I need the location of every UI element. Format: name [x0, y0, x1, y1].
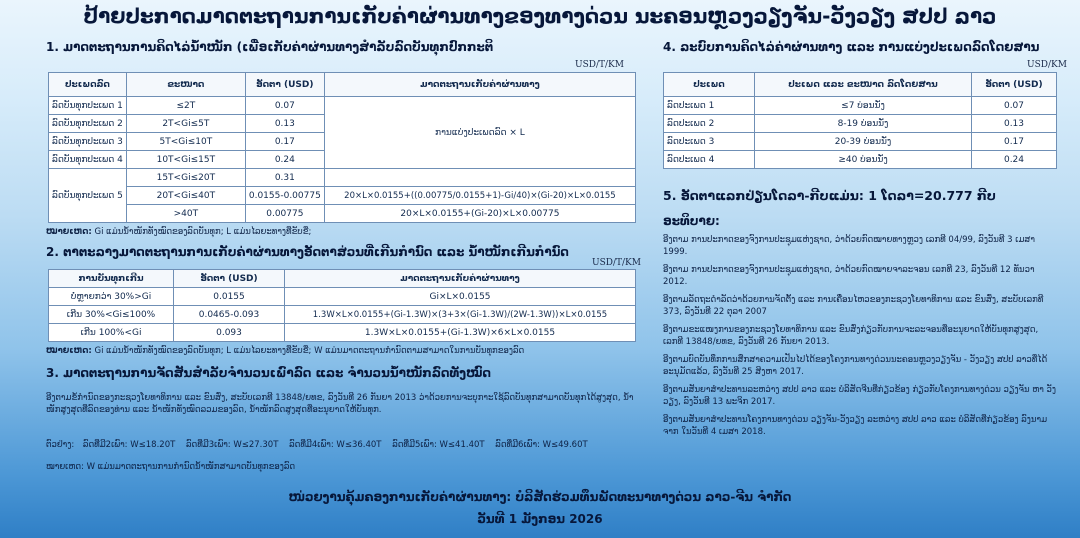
cell-rate: 0.0465-0.093: [174, 306, 285, 324]
cell-size: 10T<Gi≤15T: [126, 151, 245, 169]
explanation-heading: ອະທິບາຍ:: [663, 214, 720, 228]
cell-standard: 1.3W×L×0.0155+(Gi-1.3W)×(3+3×(Gi-1.3W)/(2W-1.3W))×L×0.0155: [285, 306, 636, 324]
overload-table: [48, 269, 636, 342]
col-header-type: ປະເພດລົດ: [49, 73, 127, 97]
cell-rate: 0.13: [972, 115, 1057, 133]
axle-example: ລົດທີ່ມີ4ເພົາ: W≤36.40T: [289, 440, 382, 450]
table-row: [49, 97, 636, 115]
table-row: [664, 151, 1057, 169]
section-3-paragraph: ອີງຕາມຂໍ້ກຳນົດຂອງກະຊວງໂຍທາທິການ ແລະ ຂົນສົ່ງ, ສະບັບເລກທີ 13848/ຍທຂ, ລົງວັນທີ 26 ກັນຍາ 2013 ວ່າດ້ວຍການຈະບຸກາະໃຊ້ລົດບັນທຸກສາມາດບັນທຸກໄດ້ສູງສຸດ, ນ້ຳໜັກສູງສຸດທີ່ລົດຂອງທ່ານ ແລະ ນ້ຳໜັກທັງໝົດລວມຂອງລົດ, ນ້ຳໜັກລົດສູງສຸດທີ່ອະນຸຍາດໃຫ້ບັນທຸກ.: [46, 393, 634, 415]
passenger-vehicle-table: [663, 72, 1057, 169]
col-header-standard: ມາດຕະຖານເກັບຄ່າຜ່ານທາງ: [324, 73, 635, 97]
table-row: [664, 97, 1057, 115]
cell-load: ເກີນ 100%<Gi: [49, 324, 174, 342]
cell-size: 15T<Gi≤20T: [126, 169, 245, 187]
cell-rate: 0.07: [245, 97, 324, 115]
footer-date: ວັນທີ 1 ມັງກອນ 2026: [477, 512, 603, 526]
axle-example: ລົດທີ່ມີ5ເພົາ: W≤41.40T: [392, 440, 485, 450]
footer-authority: ໜ່ວຍງານຄຸ້ມຄອງການເກັບຄ່າຜ່ານທາງ: ບໍລິສັດຮ່ວມທຶນພັດທະນາທາງດ່ວນ ລາວ-ຈີນ ຈຳກັດ: [288, 490, 792, 504]
cell-standard: 20×L×0.0155+(Gi-20)×L×0.00775: [324, 205, 635, 223]
cell-size: 5T<Gi≤10T: [126, 133, 245, 151]
cell-type: ລົດບັນທຸກປະເພດ 1: [49, 97, 127, 115]
col-header-rate: ອັດຕາ (USD): [972, 73, 1057, 97]
cell-size: >40T: [126, 205, 245, 223]
table-row: [49, 205, 636, 223]
cell-rate: 0.00775: [245, 205, 324, 223]
cell-rate: 0.24: [972, 151, 1057, 169]
section-2-heading: 2. ຕາຕະລາງມາດຕະຖານການເກັບຄ່າຜ່ານທາງອັດຕາສ່ວນທີ່ເກີນກຳນົດ ແລະ ນ້ຳໜັກເກີນກຳນົດ: [46, 245, 569, 259]
cell-standard: Gi×L×0.0155: [285, 288, 636, 306]
cell-rate: 0.0155: [174, 288, 285, 306]
cell-type: ລົດປະເພດ 4: [664, 151, 755, 169]
note-text: Gi ແມ່ນນ້ຳໜັກທັງໝົດຂອງລົດບັນທຸກ; L ແມ່ນໄລຍະທາງທີ່ຂັບຂີ່;: [94, 227, 312, 237]
explanation-item: ອີງຕາມ ການປະກາດຂອງຈົງການປະຊຸມແຫ່ງຊາດ, ວ່າດ້ວຍກົດໝາຍຈາລະຈອນ ເລກທີ 23, ລົງວັນທີ 12 ທັນວາ 2012.: [663, 265, 1035, 287]
cell-type: ລົດບັນທຸກປະເພດ 2: [49, 115, 127, 133]
cell-rate: 0.13: [245, 115, 324, 133]
col-header-rate: ອັດຕາ (USD): [174, 270, 285, 288]
cell-size: ≤2T: [126, 97, 245, 115]
axle-example: ລົດທີ່ມີ3ເພົາ: W≤27.30T: [186, 440, 279, 450]
note-text: Gi ແມ່ນນ້ຳໜັກທັງໝົດຂອງລົດບັນທຸກ; L ແມ່ນໄລຍະທາງທີ່ຂັບຂີ່; W ແມ່ນມາດຕະຖານກຳນົດຕາມສາມາດໃນການບັນທຸກຂອງລົດ: [94, 346, 525, 356]
cell-load: ເກີນ 30%<Gi≤100%: [49, 306, 174, 324]
axle-example: ລົດທີ່ມີ2ເພົາ: W≤18.20T: [82, 440, 176, 450]
section-1-heading: 1. ມາດຕະຖານການຄິດໄລ່ນ້ຳໜັກ (ເພື່ອເກັບຄ່າຜ່ານທາງສຳລັບລົດບັນທຸກປົກກະຕິ: [46, 40, 494, 54]
cell-rate: 0.07: [972, 97, 1057, 115]
cell-size: 20T<Gi≤40T: [126, 187, 245, 205]
col-header-size: ຂະໜາດ: [126, 73, 245, 97]
cell-size: 20-39 ບ່ອນນັ່ງ: [755, 133, 972, 151]
cell-type: ລົດບັນທຸກປະເພດ 4: [49, 151, 127, 169]
explanation-item: ອີງຕາມ ການປະກາດຂອງຈົງການປະຊຸມແຫ່ງຊາດ, ວ່າດ້ວຍກົດໝາຍທາງຫຼວງ ເລກທີ 04/99, ລົງວັນທີ 3 ເມສາ 1999.: [663, 235, 1035, 257]
cell-type: ລົດບັນທຸກປະເພດ 5: [49, 169, 127, 223]
explanation-item: ອີງຕາມບົດບັນທຶກການສຶກສາຄວາມເປັນໄປໄດ້ຂອງໂຄງການທາງດ່ວນນະຄອນຫຼວງວຽງຈັນ - ວັງວຽງ ສປປ ລາວທີ່ໄດ້ ອະນຸມັດແລ້ວ, ລົງວັນທີ 25 ສິງຫາ 2017.: [663, 355, 1048, 377]
cell-rate: 0.0155-0.00775: [245, 187, 324, 205]
explanation-item: ອີງຕາມສັນຍາສຳປະທານລະຫວ່າງ ສປປ ລາວ ແລະ ບໍລິສັດຈີນທີ່ກ່ຽວຂ້ອງ ກ່ຽວກັບໂຄງການທາງດ່ວນ ວຽງຈັນ ຫາ ວັງວຽງ, ລົງວັນທີ 13 ພະຈິກ 2017.: [663, 385, 1057, 407]
explanation-item: ອີງຕາມສັນຍາສຳປະທານໂຄງການທາງດ່ວນ ວຽງຈັນ-ວັງວຽງ ລະຫວ່າງ ສປປ ລາວ ແລະ ບໍລິສັດທີ່ກ່ຽວຂ້ອງ ລົງນາມ ຈາກ ໃນວັນທີ 4 ເມສາ 2018.: [663, 415, 1048, 437]
table-row: [49, 306, 636, 324]
section-4-heading: 4. ລະບົບການຄິດໄລ່ຄ່າຜ່ານທາງ ແລະ ການແບ່ງປະເພດລົດໂດຍສານ: [663, 40, 1040, 54]
cell-type: ລົດປະເພດ 1: [664, 97, 755, 115]
axle-examples: [46, 440, 588, 450]
cell-rate: 0.31: [245, 169, 324, 187]
table-row: [49, 169, 636, 187]
example-label: ຕົວຢ່າງ:: [46, 440, 75, 450]
section-2-unit: USD/T/KM: [592, 258, 641, 268]
cell-size: 8-19 ບ່ອນນັ່ງ: [755, 115, 972, 133]
page-title: ປ້າຍປະກາດມາດຕະຖານການເກັບຄ່າຜ່ານທາງຂອງທາງດ່ວນ ນະຄອນຫຼວງວຽງຈັນ-ວັງວຽງ ສປປ ລາວ: [83, 4, 997, 28]
col-header-load: ການບັນທຸກເກີນ: [49, 270, 174, 288]
cell-rate: 0.24: [245, 151, 324, 169]
cell-rate: 0.17: [972, 133, 1057, 151]
section-3-note: ໝາຍເຫດ: W ແມ່ນມາດຕະຖານການກຳນົດນ້ຳໜັກສາມາດບັນທຸກຂອງລົດ: [46, 462, 296, 472]
cell-size: ≥40 ບ່ອນນັ່ງ: [755, 151, 972, 169]
cell-size: ≤7 ບ່ອນນັ່ງ: [755, 97, 972, 115]
cell-type: ລົດປະເພດ 3: [664, 133, 755, 151]
cell-rate: 0.17: [245, 133, 324, 151]
col-header-size: ປະເພດ ແລະ ຂະໜາດ ລົດໂດຍສານ: [755, 73, 972, 97]
axle-example: ລົດທີ່ມີ6ເພົາ: W≤49.60T: [495, 440, 588, 450]
table-row: [664, 133, 1057, 151]
cell-size: 2T<Gi≤5T: [126, 115, 245, 133]
cell-standard: 20×L×0.0155+((0.00775/0.0155+1)-Gi/40)×(Gi-20)×L×0.0155: [324, 187, 635, 205]
cell-standard: 1.3W×L×0.0155+(Gi-1.3W)×6×L×0.0155: [285, 324, 636, 342]
section-1-unit: USD/T/KM: [575, 60, 624, 70]
col-header-standard: ມາດຕະຖານເກັບຄ່າຜ່ານທາງ: [285, 270, 636, 288]
cell-standard: [324, 169, 635, 187]
cell-load: ບໍ່ຫຼາຍກວ່າ 30%>Gi: [49, 288, 174, 306]
section-4-unit: USD/KM: [1027, 60, 1067, 70]
note-label: ໝາຍເຫດ:: [46, 346, 92, 356]
section-1-note: [46, 227, 311, 237]
col-header-type: ປະເພດ: [664, 73, 755, 97]
col-header-rate: ອັດຕາ (USD): [245, 73, 324, 97]
section-3-heading: 3. ມາດຕະຖານການຈັດສັນສຳລັບຈຳນວນເພົາລົດ ແລະ ຈຳນວນນ້ຳໜັກລົດທັງໝົດ: [46, 366, 491, 380]
table-row: [664, 115, 1057, 133]
table-row: [49, 288, 636, 306]
truck-weight-table: [48, 72, 636, 223]
cell-type: ລົດບັນທຸກປະເພດ 3: [49, 133, 127, 151]
table-row: [49, 187, 636, 205]
cell-rate: 0.093: [174, 324, 285, 342]
explanation-item: ອີງຕາມຂະແໜງການຂອງກະຊວງໂຍທາທິການ ແລະ ຂົນສົ່ງກ່ຽວກັບການຈະລະຈອນທີ່ອະນຸຍາດໃຫ້ບັນທຸກສູງສຸດ, ເລກທີ 13848/ຍທຂ, ລົງວັນທີ 26 ກັນຍາ 2013.: [663, 325, 1039, 347]
explanation-item: ອີງຕາມລັດຖະດຳລັດວ່າດ້ວຍການຈັດຕັ້ງ ແລະ ການເຄື່ອນໄຫວຂອງກະຊວງໂຍທາທິການ ແລະ ຂົນສົ່ງ, ສະບັບເລກທີ 373, ລົງວັນທີ 22 ຕຸລາ 2007: [663, 295, 1044, 317]
section-2-note: [46, 346, 524, 356]
note-label: ໝາຍເຫດ:: [46, 227, 92, 237]
cell-standard-merged: ການແບ່ງປະເພດລົດ × L: [324, 97, 635, 169]
cell-type: ລົດປະເພດ 2: [664, 115, 755, 133]
exchange-rate-heading: 5. ອັດຕາແລກປ່ຽນໂດລາ-ກີບແມ່ນ: 1 ໂດລາ=20.777 ກີບ: [663, 188, 996, 203]
table-row: [49, 324, 636, 342]
explanation-list: [663, 234, 1059, 438]
